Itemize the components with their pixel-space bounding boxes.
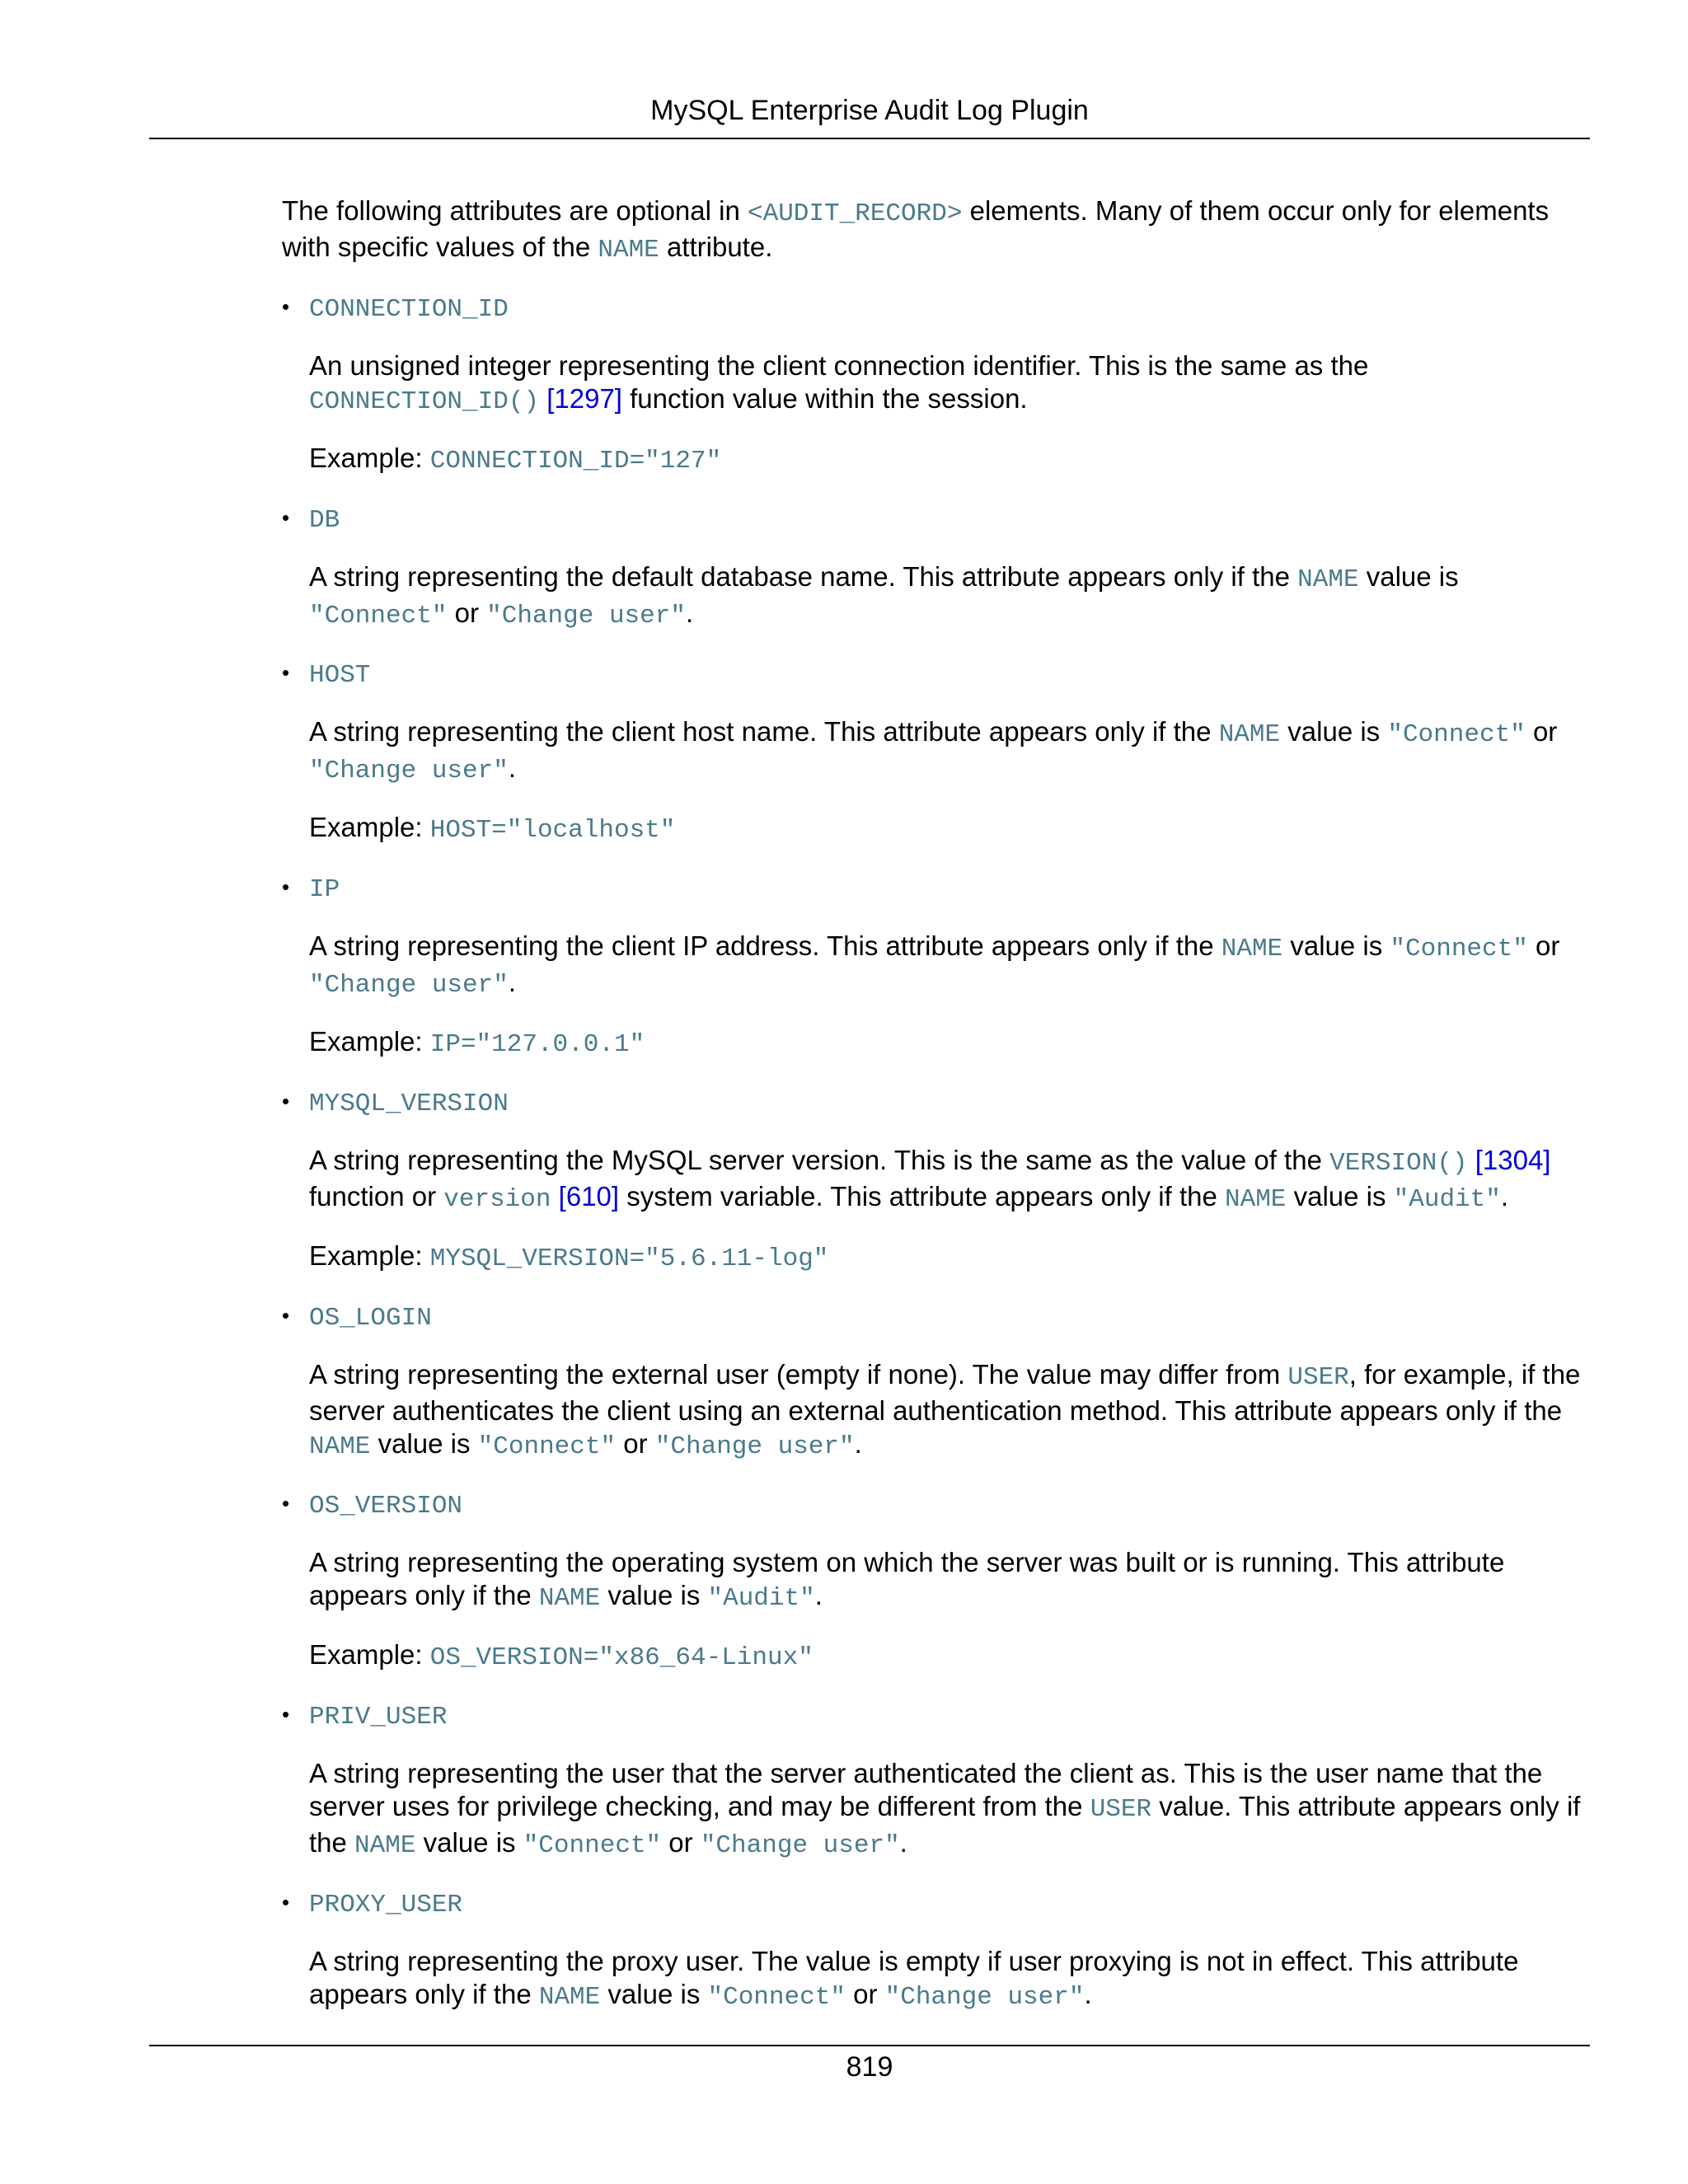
document-body <box>282 194 1601 2037</box>
desc-text: . <box>685 598 694 628</box>
desc-text: value. This attribute appears only if the <box>309 1791 1581 1858</box>
example-code: IP="127.0.0.1" <box>429 1030 645 1059</box>
attribute-description <box>309 930 1601 1002</box>
bullet-marker: • <box>282 874 290 899</box>
value-code: "Connect" <box>523 1831 662 1860</box>
bullet-marker: • <box>282 1303 290 1328</box>
attribute-description <box>309 1945 1601 2014</box>
desc-text: A string representing the operating system on which the server was built or is running. This attribute appears only if the <box>309 1547 1505 1610</box>
desc-text: value is <box>600 1979 708 2009</box>
value-code: "Audit" <box>1393 1185 1501 1214</box>
attribute-term <box>282 501 1601 537</box>
value-code: "Connect" <box>477 1432 617 1461</box>
connection-id-function-code[interactable]: CONNECTION_ID() <box>309 387 540 416</box>
example-label: Example: <box>309 1240 430 1271</box>
version-function-code[interactable]: VERSION() <box>1329 1149 1468 1178</box>
name-code: NAME <box>1218 720 1281 749</box>
desc-text: or <box>1527 930 1560 961</box>
attribute-term <box>282 1886 1601 1922</box>
bullet-marker: • <box>282 294 290 319</box>
example-code: MYSQL_VERSION="5.6.11-log" <box>429 1244 829 1273</box>
attribute-name: CONNECTION_ID <box>309 295 509 324</box>
intro-text: elements. Many of them occur only for elements with specific values of the <box>282 195 1550 262</box>
bullet-marker: • <box>282 1089 290 1113</box>
attribute-entry-ip <box>282 870 1601 1062</box>
desc-text: function value within the session. <box>621 383 1028 414</box>
desc-text: . <box>508 967 517 997</box>
desc-text: or <box>661 1827 701 1858</box>
attribute-description <box>309 1358 1601 1464</box>
attribute-entry-os-version <box>282 1487 1601 1675</box>
attribute-example <box>309 1240 1601 1276</box>
name-code: NAME <box>538 1584 601 1613</box>
desc-text: . <box>508 752 517 783</box>
attribute-name: DB <box>309 506 340 535</box>
attribute-name: IP <box>309 875 340 904</box>
attribute-term <box>282 656 1601 692</box>
example-code: CONNECTION_ID="127" <box>429 447 722 476</box>
desc-text: A string representing the user that the server authenticated the client as. This is the user name that the server uses for privilege checking, and may be different from the <box>309 1758 1543 1821</box>
attribute-description <box>309 349 1601 419</box>
attribute-entry-priv-user <box>282 1698 1601 1863</box>
example-label: Example: <box>309 1639 430 1670</box>
desc-text: An unsigned integer representing the client connection identifier. This is the same as the <box>309 350 1369 381</box>
page-reference-link[interactable]: [1304] <box>1467 1145 1551 1175</box>
attribute-entry-host <box>282 656 1601 847</box>
name-code: NAME <box>309 1432 371 1461</box>
desc-text: value is <box>600 1580 708 1610</box>
desc-text: or <box>616 1428 655 1459</box>
attribute-entry-connection-id <box>282 290 1601 478</box>
user-code: USER <box>1090 1795 1152 1824</box>
attribute-term <box>282 1299 1601 1335</box>
desc-text: . <box>814 1580 823 1610</box>
desc-text: value is <box>1358 561 1459 592</box>
value-code: "Connect" <box>707 1983 846 2012</box>
attribute-term <box>282 1487 1601 1523</box>
name-code: NAME <box>1225 1185 1287 1214</box>
bullet-marker: • <box>282 1890 290 1915</box>
desc-text: or <box>447 598 487 628</box>
desc-text: value is <box>1286 1181 1394 1212</box>
attribute-name: MYSQL_VERSION <box>309 1090 509 1118</box>
value-code: "Audit" <box>707 1584 815 1613</box>
attribute-entry-os-login <box>282 1299 1601 1464</box>
bullet-marker: • <box>282 1702 290 1727</box>
attribute-example <box>309 811 1601 847</box>
desc-text: value is <box>1280 716 1388 747</box>
attribute-name: HOST <box>309 661 371 690</box>
attribute-term <box>282 870 1601 907</box>
bullet-marker: • <box>282 1491 290 1516</box>
header-divider <box>149 138 1590 139</box>
value-code: "Change user" <box>884 1983 1085 2012</box>
name-code: NAME <box>354 1831 416 1860</box>
value-code: "Change user" <box>309 971 509 1000</box>
name-code: NAME <box>538 1983 601 2012</box>
attribute-description <box>309 715 1601 788</box>
desc-text: or <box>1525 716 1558 747</box>
desc-text: value is <box>370 1428 478 1459</box>
desc-text: system variable. This attribute appears only if the <box>619 1181 1225 1212</box>
desc-text: A string representing the external user (empty if none). The value may differ from <box>309 1359 1288 1390</box>
example-label: Example: <box>309 443 430 473</box>
attribute-description <box>309 560 1601 633</box>
example-label: Example: <box>309 812 430 842</box>
attribute-entry-db <box>282 501 1601 633</box>
desc-text: . <box>1500 1181 1509 1212</box>
value-code: "Change user" <box>486 602 686 630</box>
attribute-name: PRIV_USER <box>309 1703 448 1732</box>
attribute-term <box>282 1085 1601 1121</box>
page-reference-link[interactable]: [610] <box>551 1181 620 1212</box>
desc-text: value is <box>415 1827 523 1858</box>
attribute-description <box>309 1144 1601 1216</box>
user-code: USER <box>1287 1363 1349 1392</box>
attribute-example <box>309 1638 1601 1675</box>
desc-text: A string representing the client host name. This attribute appears only if the <box>309 716 1219 747</box>
desc-text: . <box>854 1428 862 1459</box>
attribute-name: OS_LOGIN <box>309 1304 432 1333</box>
attribute-name: PROXY_USER <box>309 1891 463 1919</box>
desc-text: value is <box>1282 930 1390 961</box>
desc-text: or <box>845 1979 885 2009</box>
name-code: NAME <box>1297 565 1359 594</box>
audit-record-code: <AUDIT_RECORD> <box>748 199 963 228</box>
attribute-entry-proxy-user <box>282 1886 1601 2014</box>
footer-divider <box>149 2045 1590 2046</box>
attribute-example <box>309 1025 1601 1062</box>
attribute-term <box>282 1698 1601 1734</box>
attribute-entry-mysql-version <box>282 1085 1601 1276</box>
desc-text: A string representing the client IP address. This attribute appears only if the <box>309 930 1221 961</box>
value-code: "Connect" <box>1390 935 1528 963</box>
intro-text: attribute. <box>659 232 773 262</box>
desc-text: function or <box>309 1181 444 1212</box>
page-reference-link[interactable]: [1297] <box>539 383 622 414</box>
value-code: "Change user" <box>700 1831 900 1860</box>
example-code: HOST="localhost" <box>429 816 676 845</box>
attribute-description <box>309 1757 1601 1863</box>
desc-text: , for example, if the server authenticates the client using an external authentication method. This attribute appears only if the <box>309 1359 1581 1426</box>
example-label: Example: <box>309 1026 430 1057</box>
intro-text: The following attributes are optional in <box>282 195 748 226</box>
desc-text: . <box>899 1827 907 1858</box>
desc-text: A string representing the proxy user. The value is empty if user proxying is not in effect. This attribute appears only if the <box>309 1946 1519 2009</box>
value-code: "Change user" <box>654 1432 855 1461</box>
example-code: OS_VERSION="x86_64-Linux" <box>429 1643 814 1672</box>
intro-paragraph <box>282 194 1601 267</box>
desc-text: A string representing the default database name. This attribute appears only if the <box>309 561 1298 592</box>
page-header: MySQL Enterprise Audit Log Plugin <box>650 95 1089 126</box>
value-code: "Connect" <box>1387 720 1526 749</box>
desc-text: . <box>1084 1979 1092 2009</box>
bullet-marker: • <box>282 505 290 530</box>
page-number: 819 <box>846 2051 893 2083</box>
version-variable-code[interactable]: version <box>443 1185 551 1214</box>
attribute-name: OS_VERSION <box>309 1492 463 1521</box>
attribute-description <box>309 1546 1601 1615</box>
value-code: "Connect" <box>309 602 448 630</box>
name-code: NAME <box>1221 935 1283 963</box>
value-code: "Change user" <box>309 757 509 785</box>
attribute-example <box>309 442 1601 478</box>
desc-text: A string representing the MySQL server version. This is the same as the value of the <box>309 1145 1330 1175</box>
bullet-marker: • <box>282 660 290 685</box>
attribute-term <box>282 290 1601 326</box>
name-code: NAME <box>598 236 659 265</box>
